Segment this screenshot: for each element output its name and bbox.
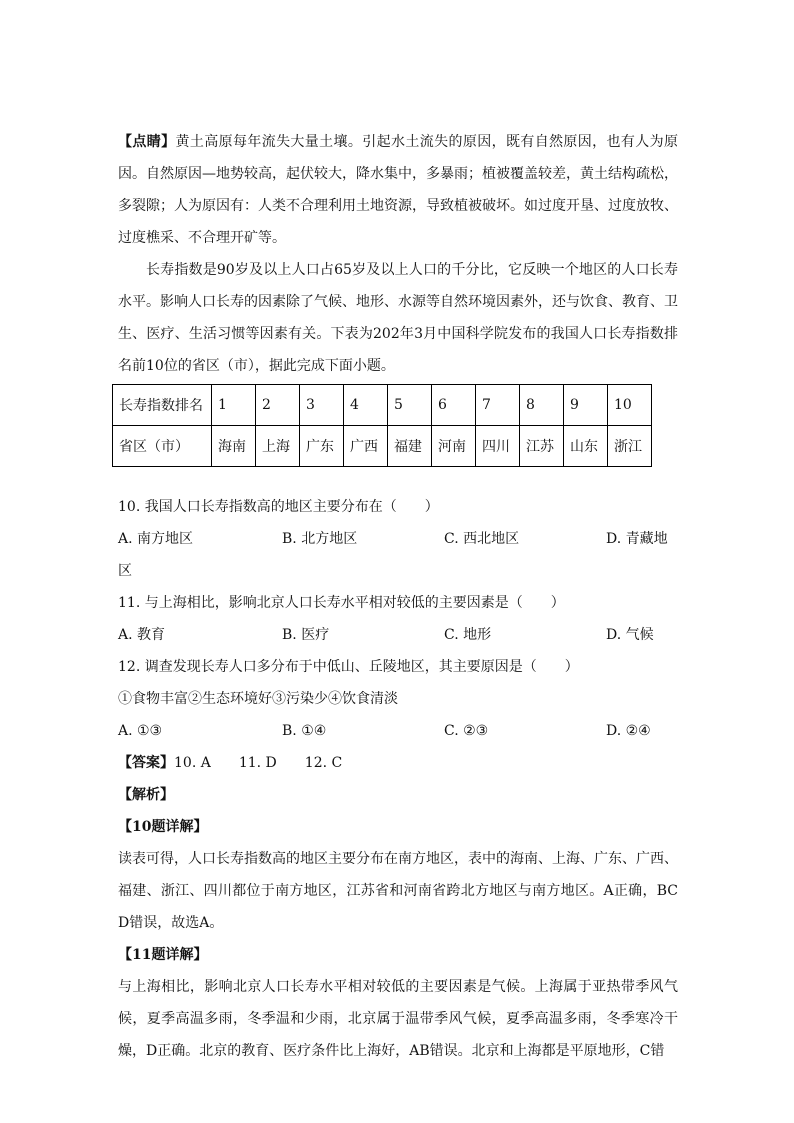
detail-11-title: 【11题详解】	[118, 947, 208, 963]
table-header-rank: 长寿指数排名	[113, 385, 212, 426]
option-b: B. 北方地区	[282, 531, 358, 547]
question-10-stem: 10. 我国人口长寿指数高的地区主要分布在（ ）	[118, 499, 439, 515]
option-a: A. 教育	[118, 627, 166, 643]
detail-11-text: 与上海相比，影响北京人口长寿水平相对较低的主要因素是气候。上海属于亚热带季风气候，夏季高温多雨，冬季温和少雨，北京属于温带季风气候，夏季高温多雨，冬季寒冷干燥，D正确。北京的教育、医疗条件比上海好，AB错误。北京和上海都是平原地形，C错	[118, 979, 678, 1059]
option-c: C. 地形	[444, 627, 492, 643]
table-cell: 福建	[388, 426, 432, 467]
table-cell: 6	[432, 385, 476, 426]
table-cell: 10	[608, 385, 652, 426]
table-cell: 广东	[300, 426, 344, 467]
table-row-province	[113, 426, 652, 467]
table-cell: 海南	[212, 426, 256, 467]
table-row-rank	[113, 385, 652, 426]
table-cell: 四川	[476, 426, 520, 467]
longevity-table	[112, 384, 652, 467]
option-b: B. ①④	[282, 723, 327, 739]
table-cell: 3	[300, 385, 344, 426]
option-d: D. 青藏地	[606, 531, 668, 547]
question-12-options	[118, 715, 678, 747]
option-d: D. 气候	[606, 627, 654, 643]
jiexi-heading: 【解析】	[118, 787, 174, 803]
option-b: B. 医疗	[282, 627, 330, 643]
option-c: C. 西北地区	[444, 531, 520, 547]
dianjing-tag: 【点睛】	[118, 134, 176, 150]
dianjing-text: 黄土高原每年流失大量土壤。引起水土流失的原因，既有自然原因，也有人为原因。自然原因—地势较高，起伏较大，降水集中，多暴雨；植被覆盖较差，黄土结构疏松，多裂隙；人为原因有：人类不合理利用土地资源，导致植被破坏。如过度开垦、过度放牧、过度樵采、不合理开矿等。	[118, 134, 679, 246]
answer-item: 12. C	[304, 755, 343, 771]
table-cell: 4	[344, 385, 388, 426]
question-12-statements: ①食物丰富②生态环境好③污染少④饮食清淡	[118, 691, 398, 707]
table-header-province: 省区（市）	[113, 426, 212, 467]
option-d: D. ②④	[606, 723, 651, 739]
table-cell: 江苏	[520, 426, 564, 467]
answer-line	[118, 747, 678, 779]
table-cell: 上海	[256, 426, 300, 467]
table-cell: 河南	[432, 426, 476, 467]
option-a: A. 南方地区	[118, 531, 194, 547]
table-cell: 1	[212, 385, 256, 426]
question-11-stem: 11. 与上海相比，影响北京人口长寿水平相对较低的主要因素是（ ）	[118, 595, 565, 611]
table-cell: 广西	[344, 426, 388, 467]
question-12-stem: 12. 调查发现长寿人口多分布于中低山、丘陵地区，其主要原因是（ ）	[118, 659, 579, 675]
table-cell: 5	[388, 385, 432, 426]
answer-item: 10. A	[174, 755, 211, 771]
table-cell: 山东	[564, 426, 608, 467]
answer-tag: 【答案】	[118, 755, 174, 771]
question-10-options	[118, 523, 678, 555]
dianjing-paragraph	[118, 126, 678, 254]
table-cell: 2	[256, 385, 300, 426]
option-c: C. ②③	[444, 723, 489, 739]
detail-10-title: 【10题详解】	[118, 819, 208, 835]
intro-paragraph: 长寿指数是90岁及以上人口占65岁及以上人口的千分比，它反映一个地区的人口长寿水平。影响人口长寿的因素除了气候、地形、水源等自然环境因素外，还与饮食、教育、卫生、医疗、生活习惯等因素有关。下表为202年3月中国科学院发布的我国人口长寿指数排名前10位的省区（市），据此完成下面小题。	[118, 262, 678, 374]
question-11-options	[118, 619, 678, 651]
option-d-overflow: 区	[118, 563, 132, 579]
spacer	[118, 467, 678, 491]
table-cell: 8	[520, 385, 564, 426]
table-cell: 7	[476, 385, 520, 426]
table-cell: 浙江	[608, 426, 652, 467]
document-page	[118, 126, 678, 1067]
detail-10-text: 读表可得，人口长寿指数高的地区主要分布在南方地区，表中的海南、上海、广东、广西、福建、浙江、四川都位于南方地区，江苏省和河南省跨北方地区与南方地区。A正确，BCD错误，故选A。	[118, 851, 678, 931]
answer-item: 11. D	[238, 755, 277, 771]
option-a: A. ①③	[118, 723, 163, 739]
table-cell: 9	[564, 385, 608, 426]
